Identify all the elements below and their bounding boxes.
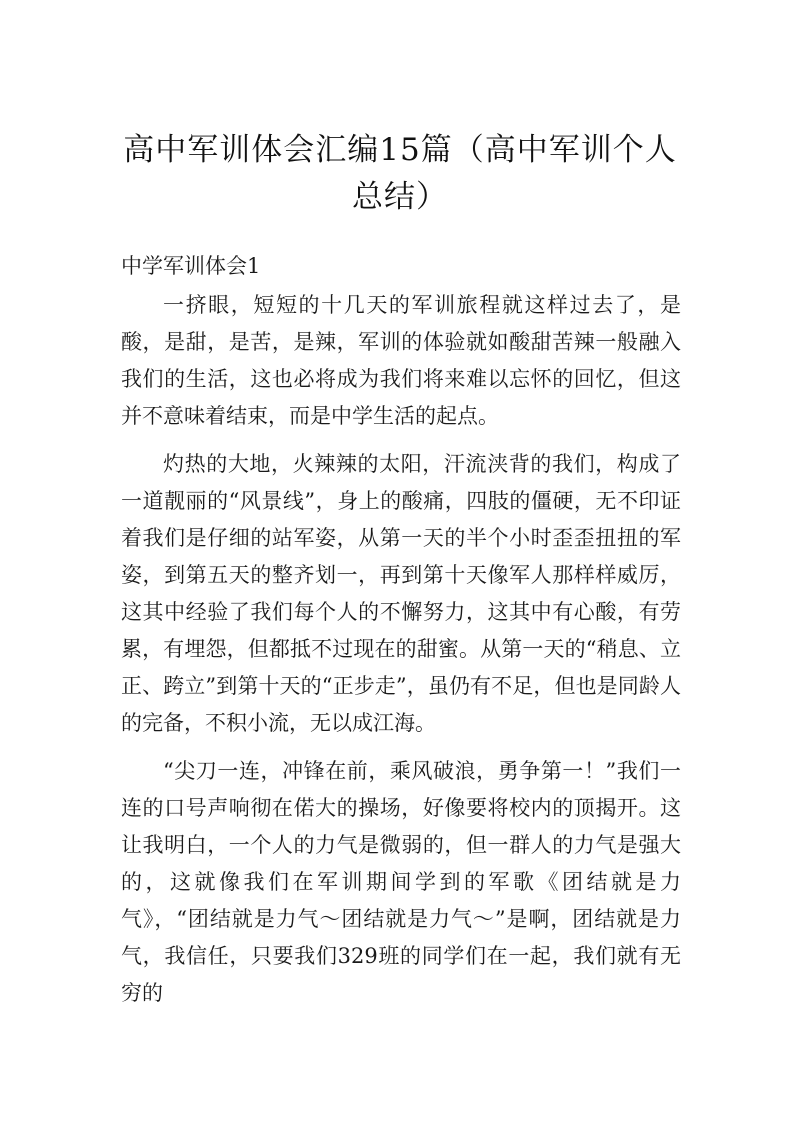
paragraph: 灼热的大地，火辣辣的太阳，汗流浃背的我们，构成了一道靓丽的“风景线”，身上的酸痛，四肢的僵硬，无不印证着我们是仔细的站军姿，从第一天的半个小时歪歪扭扭的军姿，到第五天的整齐划一，再到第十天像军人那样样威厉，这其中经验了我们每个人的不懈努力，这其中有心酸，有劳累，有埋怨，但都抵不过现在的甜蜜。从第一天的“稍息、立正、跨立”到第十天的“正步走”，虽仍有不足，但也是同龄人的完备，不积小流，无以成江海。 [121,452,681,735]
document-body [121,287,681,1023]
paragraph: “尖刀一连，冲锋在前，乘风破浪，勇争第一！”我们一连的口号声响彻在偌大的操场，好像要将校内的顶揭开。这让我明白，一个人的力气是微弱的，但一群人的力气是强大的，这就像我们在军训期间学到的军歌《团结就是力气》，“团结就是力气～团结就是力气～”是啊，团结就是力气，我信任，只要我们329班的同学们在一起，我们就有无穷的 [121,759,681,1005]
paragraph: 一挤眼，短短的十几天的军训旅程就这样过去了，是酸，是甜，是苦，是辣，军训的体验就如酸甜苦辣一般融入我们的生活，这也必将成为我们将来难以忘怀的回忆，但这并不意味着结束，而是中学生活的起点。 [121,293,681,428]
section-heading: 中学军训体会1 [121,254,261,278]
document-title: 高中军训体会汇编15篇（高中军训个人总结） [123,132,677,215]
